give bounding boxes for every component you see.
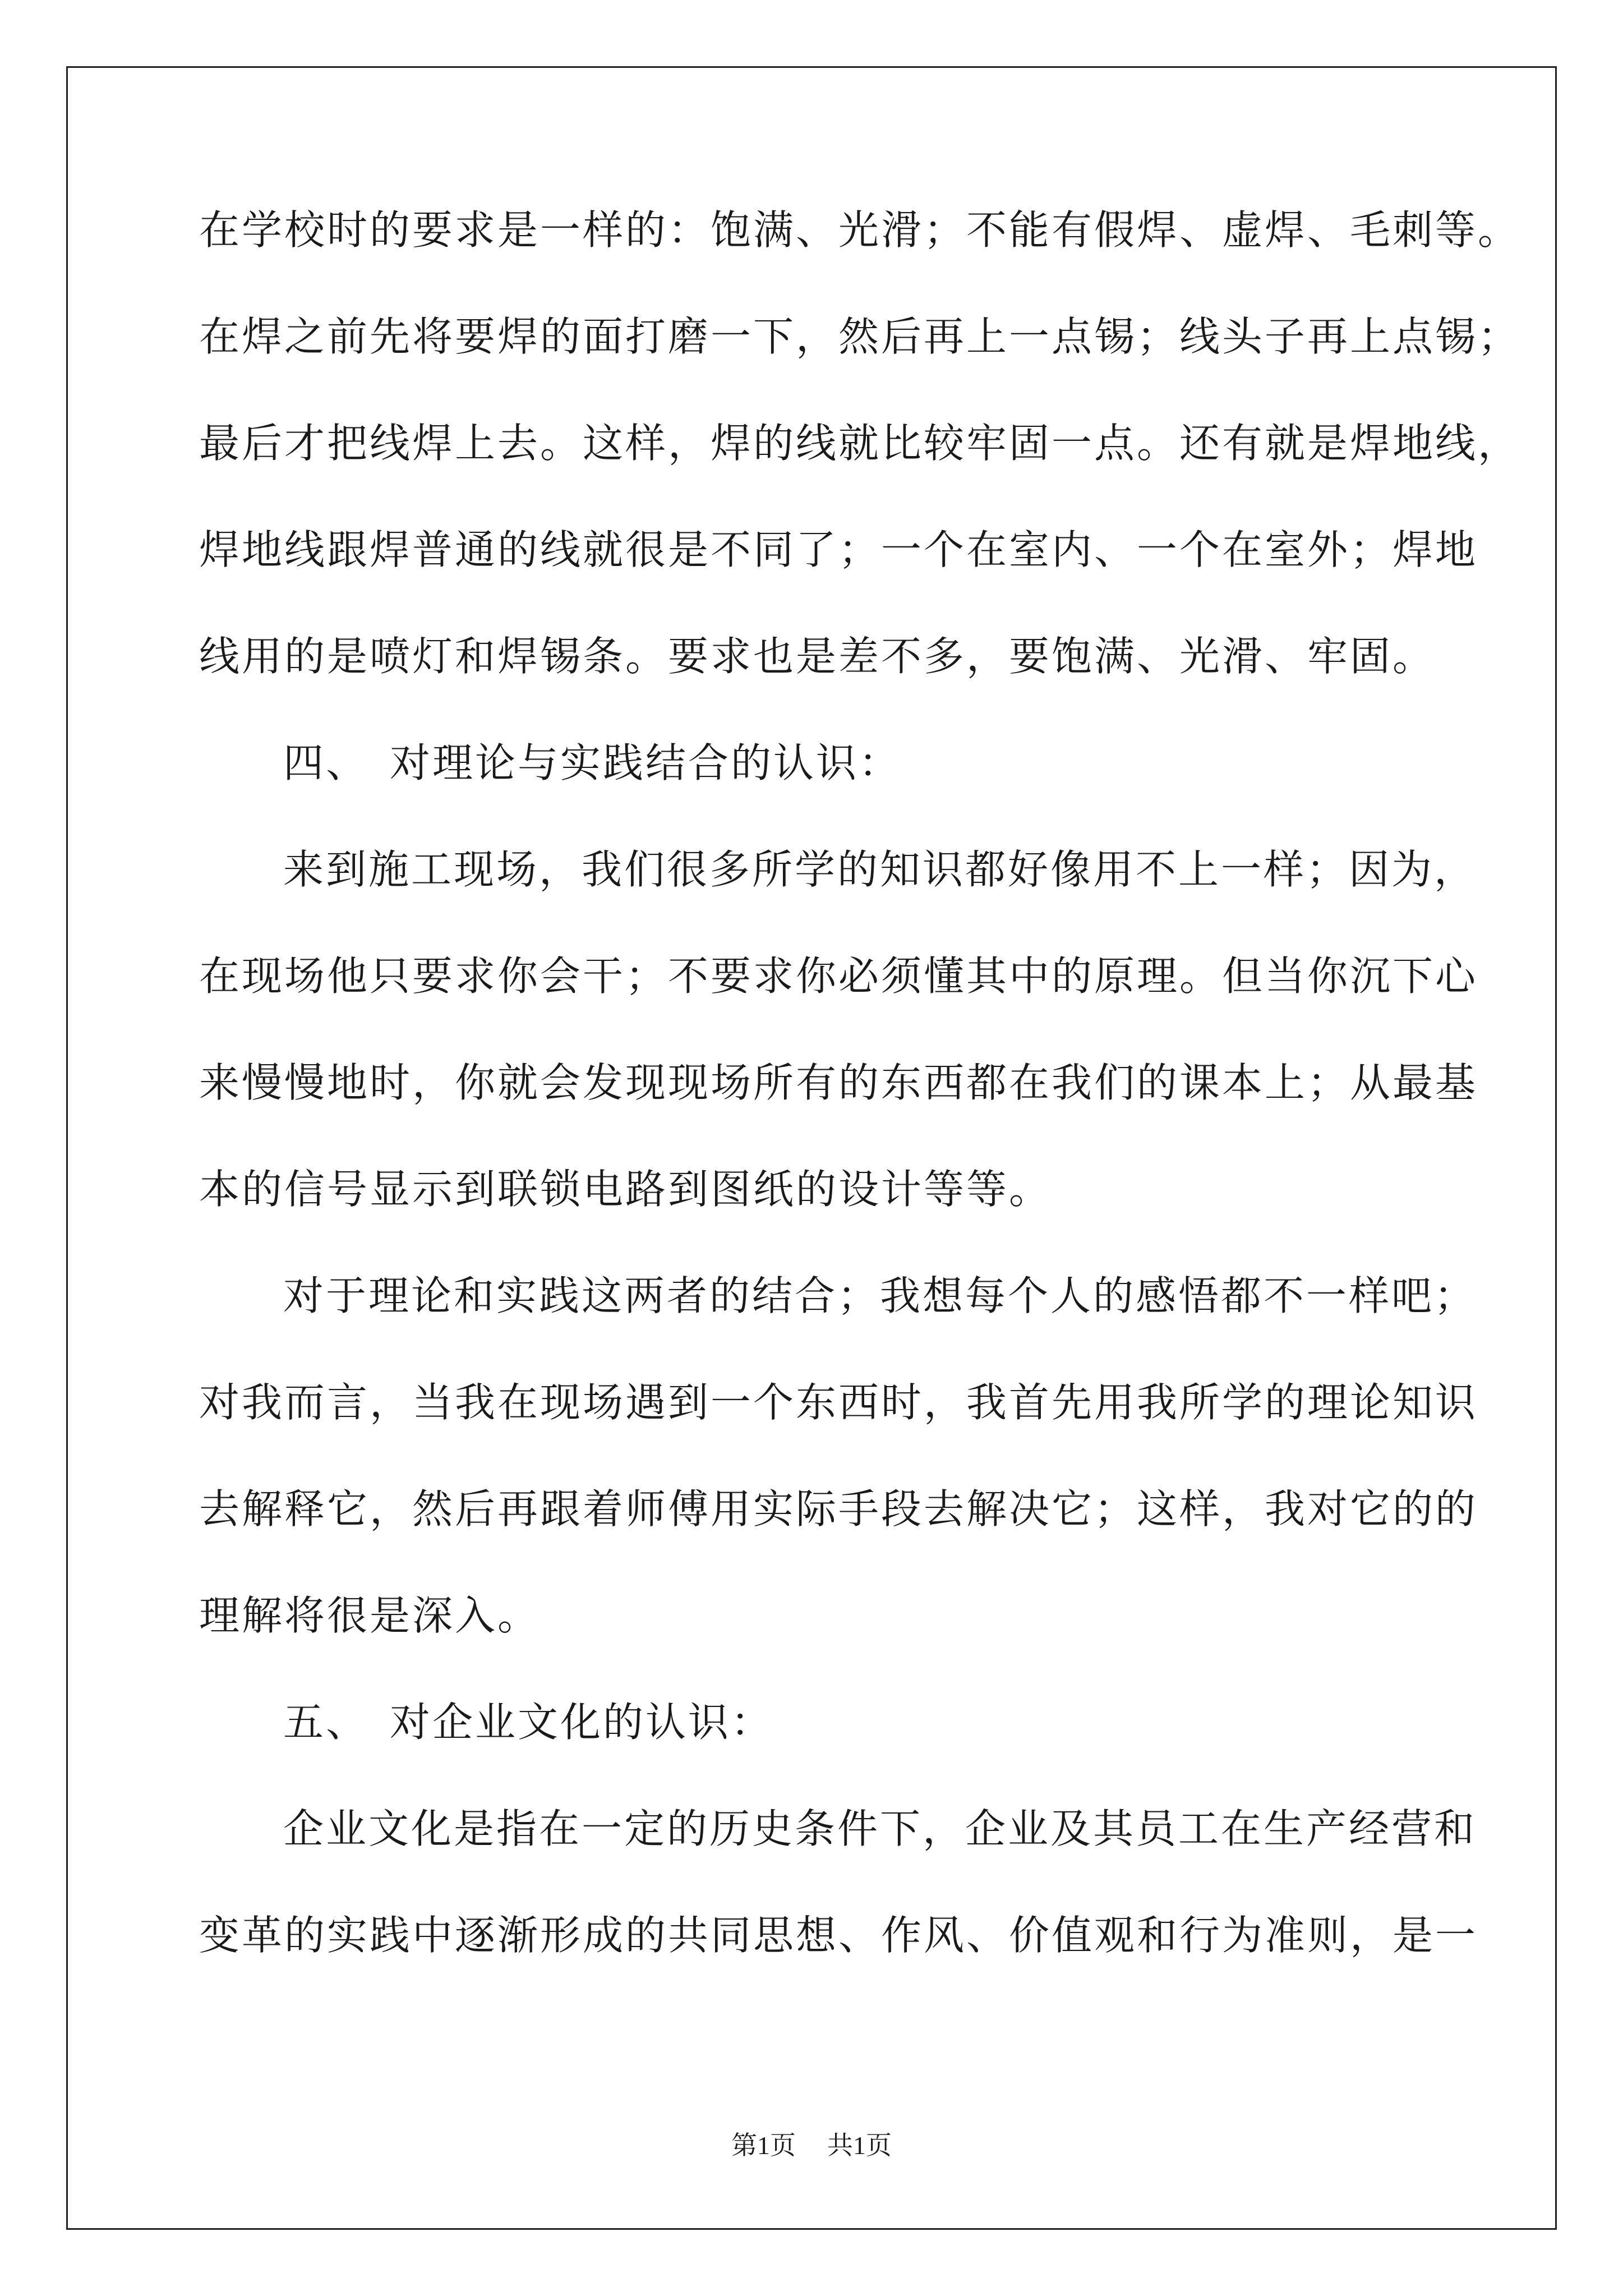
page-footer bbox=[0, 2129, 1623, 2162]
paragraph-first-line: 企业文化是指在一定的历史条件下，企业及其员工在生产经营和 bbox=[283, 1805, 1477, 1852]
paragraph-first-line: 对于理论和实践这两者的结合；我想每个人的感悟都不一样吧； bbox=[283, 1272, 1477, 1319]
text-line: 来慢慢地时，你就会发现现场所有的东西都在我们的课本上；从最基 bbox=[199, 1059, 1478, 1106]
section-number: 五、 bbox=[283, 1699, 369, 1746]
text-line: 去解释它，然后再跟着师傅用实际手段去解决它；这样，我对它的的 bbox=[199, 1485, 1478, 1533]
text-line: 在现场他只要求你会干；不要求你必须懂其中的原理。但当你沉下心 bbox=[199, 953, 1478, 1000]
document-body bbox=[199, 196, 1521, 2008]
section-title: 对理论与实践结合的认识： bbox=[390, 739, 902, 786]
text-line: 在学校时的要求是一样的：饱满、光滑；不能有假焊、虚焊、毛刺等。 bbox=[199, 206, 1521, 254]
text-line: 焊地线跟焊普通的线就很是不同了；一个在室内、一个在室外；焊地 bbox=[199, 526, 1478, 573]
section-title: 对企业文化的认识： bbox=[390, 1699, 774, 1746]
text-line: 本的信号显示到联锁电路到图纸的设计等等。 bbox=[199, 1166, 1052, 1213]
paragraph-first-line: 来到施工现场，我们很多所学的知识都好像用不上一样；因为， bbox=[283, 846, 1477, 893]
section-heading-5 bbox=[199, 1688, 1427, 1795]
section-number: 四、 bbox=[283, 739, 369, 786]
text-line: 最后才把线焊上去。这样，焊的线就比较牢固一点。还有就是焊地线， bbox=[199, 420, 1521, 467]
section-heading-4 bbox=[199, 729, 1427, 836]
text-line: 理解将很是深入。 bbox=[199, 1592, 541, 1639]
text-line: 线用的是喷灯和焊锡条。要求也是差不多，要饱满、光滑、牢固。 bbox=[199, 633, 1436, 680]
text-line: 对我而言，当我在现场遇到一个东西时，我首先用我所学的理论知识 bbox=[199, 1379, 1478, 1426]
text-line: 变革的实践中逐渐形成的共同思想、作风、价值观和行为准则，是一 bbox=[199, 1912, 1478, 1959]
page-number: 第1页 bbox=[731, 2131, 796, 2160]
page-total: 共1页 bbox=[827, 2131, 892, 2160]
text-line: 在焊之前先将要焊的面打磨一下，然后再上一点锡；线头子再上点锡； bbox=[199, 313, 1521, 360]
